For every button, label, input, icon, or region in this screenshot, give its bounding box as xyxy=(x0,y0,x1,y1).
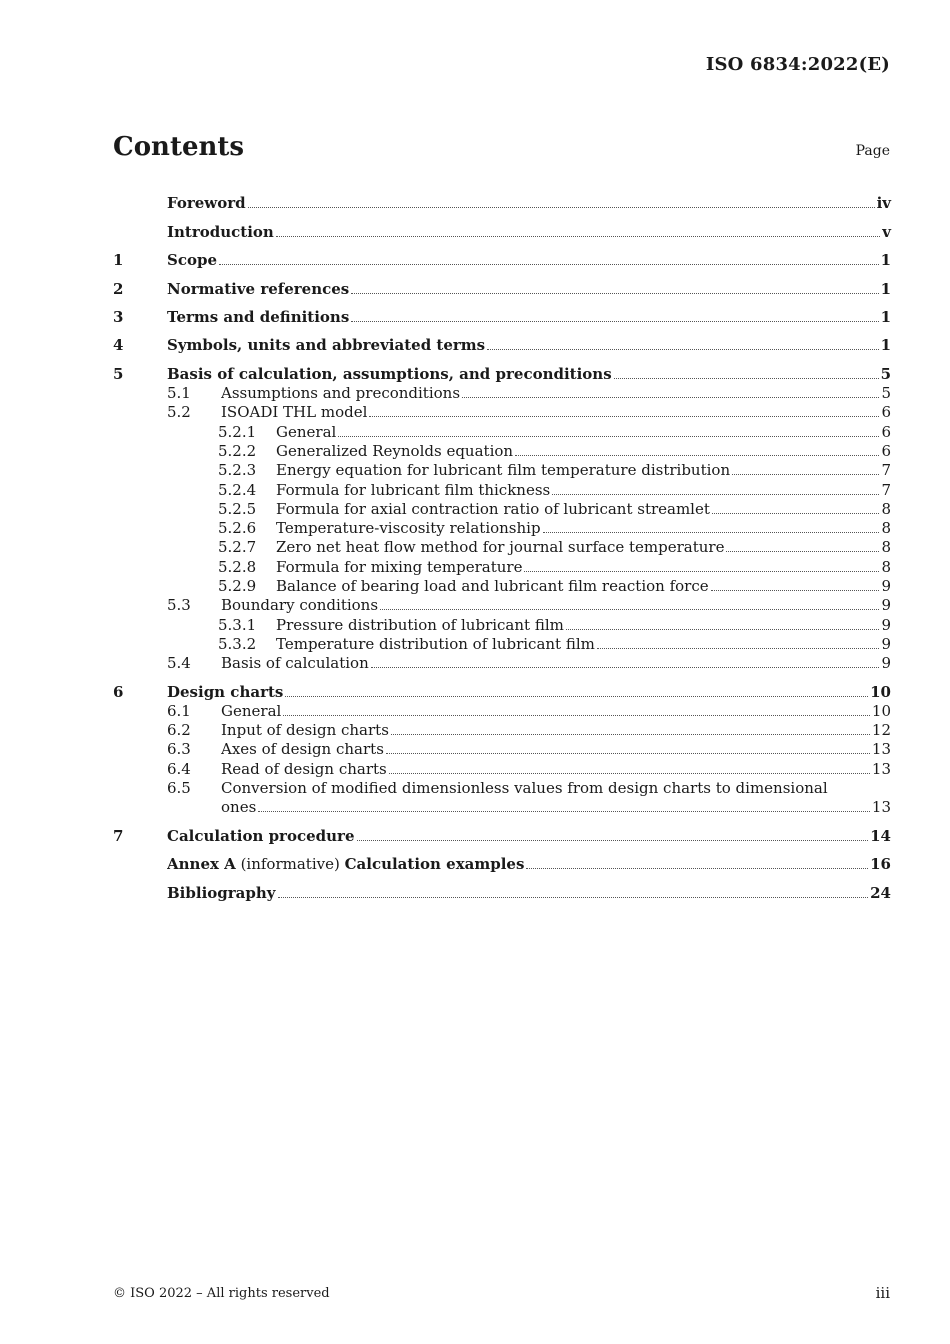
dot-leader xyxy=(283,715,870,716)
toc-entry-page: 9 xyxy=(881,615,891,634)
toc-entry-page: 1 xyxy=(880,307,891,326)
toc-entry-number: 5.2.4 xyxy=(218,480,257,499)
toc-entry-page: 6 xyxy=(881,422,891,441)
dot-leader xyxy=(351,321,878,322)
toc-entry[interactable] xyxy=(113,384,891,403)
toc-entry[interactable] xyxy=(113,615,891,634)
toc-entry-number: 5 xyxy=(113,364,124,383)
toc-entry-title[interactable]: Bibliography xyxy=(167,883,276,902)
dot-leader xyxy=(614,378,879,379)
toc-entry-page: 24 xyxy=(870,883,891,902)
toc-entry[interactable] xyxy=(113,480,891,499)
toc-entry-title[interactable]: Introduction xyxy=(167,222,274,241)
toc-entry-title[interactable]: Pressure distribution of lubricant film xyxy=(276,615,564,634)
dot-leader xyxy=(462,397,879,398)
toc-entry[interactable] xyxy=(113,740,891,759)
toc-entry[interactable] xyxy=(113,403,891,422)
toc-entry-page: v xyxy=(882,222,891,241)
toc-entry[interactable] xyxy=(113,798,891,817)
dot-leader xyxy=(543,532,880,533)
toc-entry-page: 9 xyxy=(881,634,891,653)
toc-entry-number: 6.5 xyxy=(167,779,191,798)
toc-entry-title[interactable]: Foreword xyxy=(167,194,246,213)
toc-entry-number: 5.2.5 xyxy=(218,499,257,518)
toc-entry-page: 9 xyxy=(881,654,891,673)
toc-entry-page: 13 xyxy=(871,759,891,778)
toc-entry-page: 9 xyxy=(881,596,891,615)
toc-entry[interactable] xyxy=(113,519,891,538)
toc-entry-title[interactable]: Scope xyxy=(167,251,218,270)
toc-entry-title[interactable]: Assumptions and preconditions xyxy=(221,384,461,403)
toc-entry-title[interactable] xyxy=(167,855,524,874)
toc-entry-page: 13 xyxy=(871,798,891,817)
toc-entry-title[interactable]: Basis of calculation, assumptions, and preconditions xyxy=(167,364,612,383)
dot-leader xyxy=(278,897,869,898)
toc-entry[interactable] xyxy=(113,327,891,355)
toc-entry[interactable] xyxy=(113,461,891,480)
toc-entry-number: 5.2.3 xyxy=(218,461,257,480)
dot-leader xyxy=(351,293,878,294)
toc-entry-title[interactable]: Terms and definitions xyxy=(167,307,350,326)
toc-entry[interactable] xyxy=(113,779,891,798)
dot-leader xyxy=(566,629,880,630)
toc-entry-page: 8 xyxy=(881,499,891,518)
dot-leader xyxy=(732,474,879,475)
toc-entry-page: 10 xyxy=(870,682,891,701)
toc-entry-number: 5.2.2 xyxy=(218,441,257,460)
toc-entry-number: 5.3 xyxy=(167,596,191,615)
dot-leader xyxy=(276,236,880,237)
dot-leader xyxy=(338,436,879,437)
toc-entry-title[interactable]: Formula for mixing temperature xyxy=(276,557,523,576)
dot-leader xyxy=(524,571,879,572)
toc-entry[interactable] xyxy=(113,422,891,441)
toc-entry-title[interactable]: Generalized Reynolds equation xyxy=(276,441,514,460)
toc-entry-title[interactable]: Calculation procedure xyxy=(167,826,355,845)
toc-entry-title[interactable]: Energy equation for lubricant film temperature distribution xyxy=(276,461,731,480)
dot-leader xyxy=(552,494,879,495)
toc-entry-title-part: Annex A xyxy=(167,855,236,874)
document-id: ISO 6834:2022(E) xyxy=(705,54,890,75)
toc-entry-title[interactable]: Formula for lubricant film thickness xyxy=(276,480,551,499)
page-column-label: Page xyxy=(855,143,890,159)
toc-entry-title[interactable]: Formula for axial contraction ratio of lubricant streamlet xyxy=(276,499,710,518)
toc-entry-page: 6 xyxy=(881,441,891,460)
dot-leader xyxy=(285,696,868,697)
dot-leader xyxy=(597,648,880,649)
toc-entry-number: 6.1 xyxy=(167,701,191,720)
toc-entry[interactable] xyxy=(113,213,891,241)
dot-leader xyxy=(389,773,870,774)
toc-entry[interactable] xyxy=(113,500,891,519)
footer-copyright: © ISO 2022 – All rights reserved xyxy=(113,1286,330,1301)
toc-entry[interactable] xyxy=(113,846,891,874)
toc-entry-title[interactable]: Read of design charts xyxy=(221,759,387,778)
toc-entry-title[interactable]: Temperature distribution of lubricant film xyxy=(276,634,595,653)
toc-entry[interactable] xyxy=(113,759,891,778)
dot-leader xyxy=(391,734,870,735)
toc-entry-title[interactable]: Symbols, units and abbreviated terms xyxy=(167,336,486,355)
toc-entry-page: 10 xyxy=(871,701,891,720)
toc-entry-number: 5.2.6 xyxy=(218,519,257,538)
toc-entry[interactable] xyxy=(113,817,891,845)
toc-entry[interactable] xyxy=(113,721,891,740)
toc-entry-number: 6.2 xyxy=(167,721,191,740)
toc-entry-title-part: Calculation examples xyxy=(344,855,525,874)
dot-leader xyxy=(248,207,875,208)
toc-entry[interactable] xyxy=(113,596,891,615)
dot-leader xyxy=(371,667,880,668)
footer-page-number: iii xyxy=(875,1284,890,1302)
toc-entry-page: 12 xyxy=(871,721,891,740)
toc-entry-title[interactable]: Zero net heat flow method for journal surface temperature xyxy=(276,538,725,557)
toc-entry-page: 8 xyxy=(881,538,891,557)
toc-entry-number: 5.3.1 xyxy=(218,615,257,634)
toc-entry-page: 9 xyxy=(881,577,891,595)
toc-entry-page: 16 xyxy=(870,855,891,874)
toc-entry-number: 6 xyxy=(113,682,124,701)
toc-entry-title[interactable]: ones xyxy=(221,798,257,817)
toc-entry-number: 5.2 xyxy=(167,403,191,422)
toc-entry[interactable] xyxy=(113,654,891,673)
toc-entry-number: 7 xyxy=(113,826,124,845)
toc-entry-title[interactable]: Input of design charts xyxy=(221,721,389,740)
toc-entry-title[interactable]: ISOADI THL model xyxy=(221,403,368,422)
toc-entry-title[interactable]: Normative references xyxy=(167,279,350,298)
toc-entry-title[interactable]: Conversion of modified dimensionless values from design charts to dimensional xyxy=(221,779,828,798)
toc-entry-page: 1 xyxy=(880,336,891,355)
toc-entry[interactable] xyxy=(113,557,891,576)
toc-entry-title[interactable]: Basis of calculation xyxy=(221,654,369,673)
dot-leader xyxy=(711,590,880,591)
dot-leader xyxy=(386,753,870,754)
toc-entry-page: 1 xyxy=(880,279,891,298)
toc-entry-title[interactable]: Axes of design charts xyxy=(221,740,384,759)
dot-leader xyxy=(712,513,880,514)
toc-entry-page: 1 xyxy=(880,251,891,270)
toc-entry[interactable] xyxy=(113,299,891,327)
dot-leader xyxy=(526,868,868,869)
dot-leader xyxy=(369,416,879,417)
toc-entry[interactable] xyxy=(113,355,891,383)
toc-entry-page: 7 xyxy=(881,461,891,480)
toc-entry[interactable] xyxy=(113,538,891,557)
toc-entry-number: 5.1 xyxy=(167,384,191,403)
dot-leader xyxy=(219,264,879,265)
toc-entry-title[interactable]: Boundary conditions xyxy=(221,596,379,615)
dot-leader xyxy=(726,551,879,552)
toc-entry-page: 8 xyxy=(881,557,891,576)
toc-entry[interactable] xyxy=(113,577,891,596)
toc-entry[interactable] xyxy=(113,242,891,270)
toc-entry-page: 14 xyxy=(870,826,891,845)
toc-entry-page: 13 xyxy=(871,740,891,759)
toc-entry-page: iv xyxy=(876,194,891,213)
toc-entry-title[interactable]: General xyxy=(221,701,282,720)
toc-entry-title-part: (informative) xyxy=(235,855,345,874)
toc-entry-page: 8 xyxy=(881,519,891,538)
toc-entry-number: 1 xyxy=(113,251,124,270)
dot-leader xyxy=(258,811,870,812)
toc-entry-number: 4 xyxy=(113,336,124,355)
toc-entry-page: 7 xyxy=(881,480,891,499)
toc-entry-page: 6 xyxy=(881,403,891,422)
toc-entry-number: 6.4 xyxy=(167,759,191,778)
toc-entry[interactable] xyxy=(113,185,891,213)
toc-entry-title[interactable]: General xyxy=(276,422,337,441)
toc-entry-title[interactable]: Temperature-viscosity relationship xyxy=(276,519,541,538)
toc-entry-number: 5.2.8 xyxy=(218,557,257,576)
toc-entry[interactable] xyxy=(113,270,891,298)
toc-entry[interactable] xyxy=(113,702,891,721)
table-of-contents xyxy=(113,185,891,903)
toc-entry-number: 5.2.1 xyxy=(218,422,257,441)
dot-leader xyxy=(487,349,878,350)
dot-leader xyxy=(357,840,869,841)
toc-entry[interactable] xyxy=(113,673,891,701)
toc-entry-number: 3 xyxy=(113,307,124,326)
toc-entry-number: 2 xyxy=(113,279,124,298)
dot-leader xyxy=(380,609,879,610)
contents-title: Contents xyxy=(113,132,245,162)
toc-entry-number: 6.3 xyxy=(167,740,191,759)
toc-entry-number: 5.2.9 xyxy=(218,577,257,595)
toc-entry[interactable] xyxy=(113,442,891,461)
toc-entry[interactable] xyxy=(113,874,891,902)
dot-leader xyxy=(515,455,879,456)
toc-entry-number: 5.4 xyxy=(167,654,191,673)
toc-entry-page: 5 xyxy=(880,364,891,383)
toc-entry-page: 5 xyxy=(881,384,891,403)
toc-entry-number: 5.3.2 xyxy=(218,634,257,653)
toc-entry-title[interactable]: Design charts xyxy=(167,682,284,701)
toc-entry-title[interactable]: Balance of bearing load and lubricant film reaction force xyxy=(276,577,709,595)
toc-entry-number: 5.2.7 xyxy=(218,538,257,557)
toc-entry[interactable] xyxy=(113,635,891,654)
